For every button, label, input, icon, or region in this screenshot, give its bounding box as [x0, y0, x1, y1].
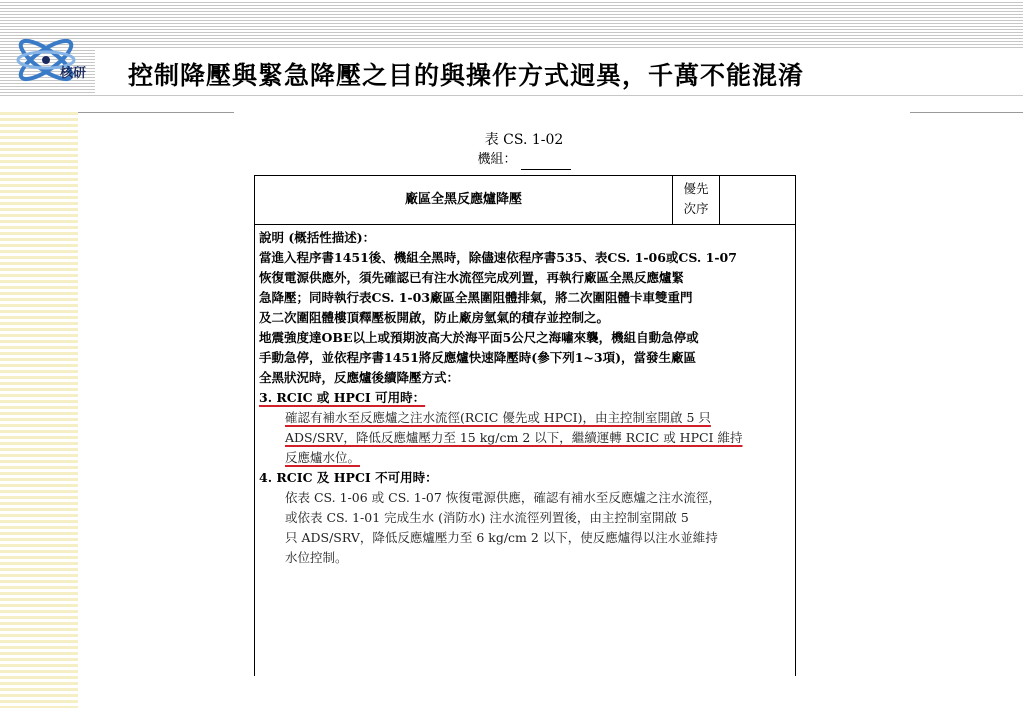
form-number: 表 CS. 1-02	[484, 132, 564, 148]
procedure-table	[254, 175, 796, 676]
page-title: 控制降壓與緊急降壓之目的與操作方式迥異，千萬不能混淆	[128, 61, 805, 90]
item3-heading: 3. RCIC 或 HPCI 可用時：	[259, 390, 426, 405]
unit-blank	[521, 155, 571, 170]
priority-label-1: 優先	[683, 181, 709, 196]
divider-left	[78, 112, 234, 113]
unit-line	[254, 150, 794, 170]
priority-value	[720, 176, 795, 224]
atom-logo-icon	[8, 28, 100, 92]
para2-line: 地震強度達OBE以上或預期波高大於海平面5公尺之海嘯來襲，機組自動急停或	[259, 330, 699, 345]
item3-line: 反應爐水位。	[285, 450, 361, 465]
table-header-row	[255, 176, 795, 225]
desc-heading: 說明 (概括性描述)：	[259, 230, 376, 245]
item4-line: 或依表 CS. 1-01 完成生水 (消防水) 注水流徑列置後，由主控制室開啟 5	[285, 510, 689, 525]
item3-line: ADS/SRV，降低反應爐壓力至 15 kg/cm 2 以下，繼續運轉 RCIC 或 HPCI 維持	[285, 430, 743, 445]
para1-line: 當進入程序書1451後、機組全黑時，除儘速依程序書535、表CS. 1-06或CS. 1-07	[259, 250, 737, 265]
left-decorative-stripe	[0, 112, 78, 708]
para2-line: 手動急停，並依程序書1451將反應爐快速降壓時(參下列1~3項)，當發生廠區	[259, 350, 696, 365]
para2-line: 全黑狀況時，反應爐後續降壓方式：	[259, 370, 460, 385]
item4-line: 水位控制。	[285, 550, 348, 565]
para1-line: 及二次圍阻體樓頂釋壓板開啟，防止廠房氫氣的積存並控制之。	[259, 310, 610, 325]
unit-label: 機組：	[477, 152, 517, 167]
para1-line: 恢復電源供應外，須先確認已有注水流徑完成列置，再執行廠區全黑反應爐緊	[259, 270, 685, 285]
priority-label	[673, 176, 720, 224]
priority-label-2: 次序	[683, 201, 709, 216]
divider-right	[910, 112, 1023, 113]
logo-text: 核研	[60, 66, 87, 81]
table-title: 廠區全黑反應爐降壓	[255, 176, 673, 224]
procedure-document	[254, 130, 794, 565]
item4-heading: 4. RCIC 及 HPCI 不可用時：	[259, 470, 438, 485]
para1-line: 急降壓；同時執行表CS. 1-03廠區全黑圍阻體排氣，將二次圍阻體卡車雙重門	[259, 290, 693, 305]
item4-line: 只 ADS/SRV，降低反應爐壓力至 6 kg/cm 2 以下，使反應爐得以注水並維持	[285, 530, 718, 545]
item3-line: 確認有補水至反應爐之注水流徑(RCIC 優先或 HPCI)，由主控制室開啟 5 只	[285, 410, 711, 425]
item4-line: 依表 CS. 1-06 或 CS. 1-07 恢復電源供應，確認有補水至反應爐之注水流徑，	[285, 490, 721, 505]
table-body	[255, 225, 795, 568]
